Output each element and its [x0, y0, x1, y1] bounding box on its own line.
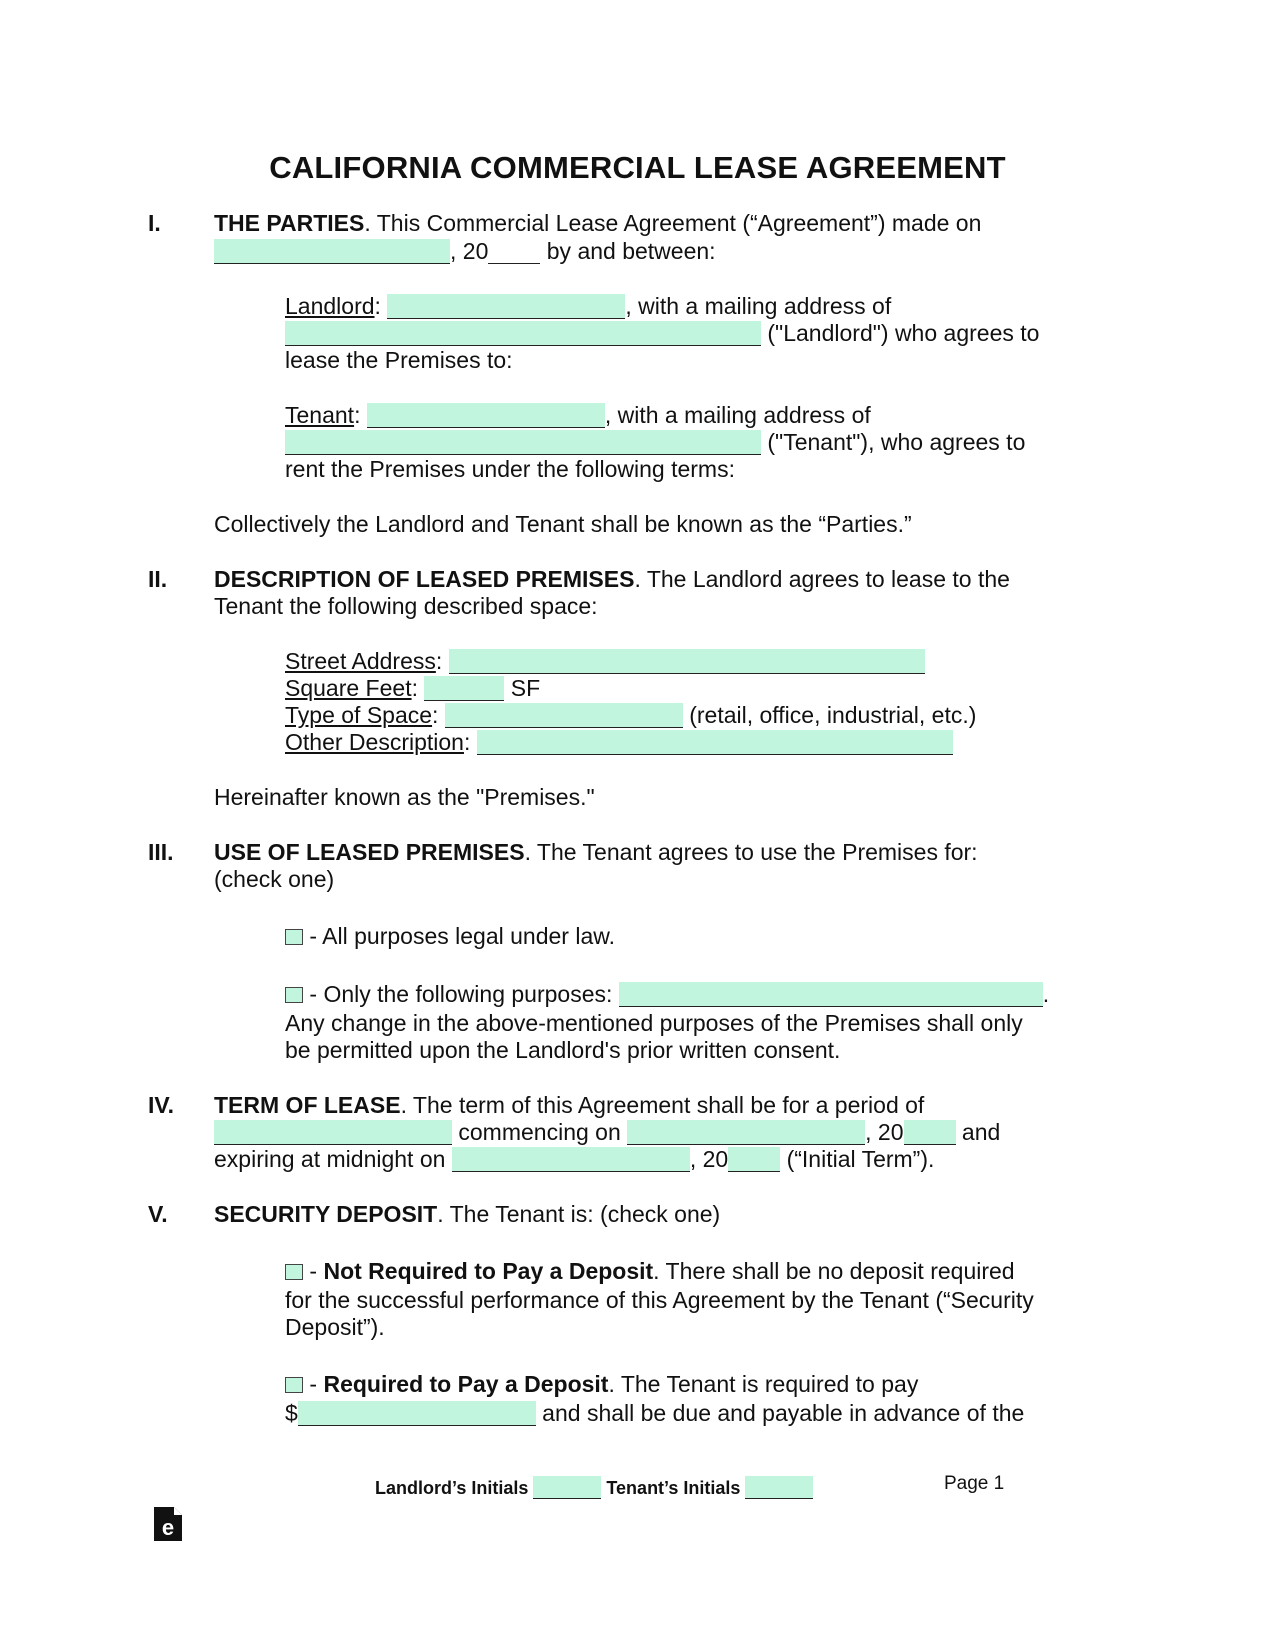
section-4-number: IV. [148, 1092, 175, 1118]
landlord-initials-field[interactable] [533, 1476, 601, 1499]
square-feet-row: Square Feet: SF [285, 675, 541, 701]
landlord-line-3: lease the Premises to: [285, 347, 513, 373]
use-change-line-2: be permitted upon the Landlord's prior written consent. [285, 1037, 841, 1063]
use-all-purposes-checkbox[interactable] [285, 929, 303, 945]
other-description-field[interactable] [477, 730, 953, 755]
section-1-line-1: THE PARTIES. This Commercial Lease Agreement (“Agreement”) made on [214, 210, 982, 236]
deposit-not-required-checkbox[interactable] [285, 1264, 303, 1280]
tenant-line-2: ("Tenant"), who agrees to [285, 428, 1025, 456]
use-only-purposes-checkbox[interactable] [285, 987, 303, 1003]
deposit-required-checkbox[interactable] [285, 1377, 303, 1393]
deposit-not-required-line-3: Deposit”). [285, 1314, 385, 1340]
section-4-line-1: TERM OF LEASE. The term of this Agreement shall be for a period of [214, 1092, 925, 1118]
premises-text: Hereinafter known as the "Premises." [214, 784, 595, 810]
agreement-year-field[interactable] [488, 239, 540, 264]
section-3-heading: USE OF LEASED PREMISES [214, 839, 525, 865]
section-3-number: III. [148, 839, 174, 865]
deposit-not-required-line-2: for the successful performance of this Agreement by the Tenant (“Security [285, 1287, 1034, 1313]
type-of-space-field[interactable] [445, 703, 683, 728]
parties-collective-text: Collectively the Landlord and Tenant shall be known as the “Parties.” [214, 511, 912, 537]
page-number: Page 1 [944, 1473, 1005, 1494]
only-purposes-field[interactable] [619, 982, 1043, 1007]
deposit-required-line-1: - Required to Pay a Deposit. The Tenant is required to pay [285, 1370, 918, 1398]
use-option-all: - All purposes legal under law. [285, 922, 615, 950]
use-option-only: - Only the following purposes: . [285, 980, 1049, 1008]
landlord-line-1: Landlord: , with a mailing address of [285, 293, 892, 319]
section-4-line-2: commencing on , 20 and [214, 1118, 1000, 1146]
document-title: CALIFORNIA COMMERCIAL LEASE AGREEMENT [269, 150, 1006, 185]
section-4-heading: TERM OF LEASE [214, 1092, 401, 1118]
section-5-number: V. [148, 1201, 168, 1227]
type-of-space-row: Type of Space: (retail, office, industrial, etc.) [285, 702, 977, 728]
commencing-year-field[interactable] [904, 1120, 956, 1145]
landlord-name-field[interactable] [387, 294, 625, 319]
section-2-line-2: Tenant the following described space: [214, 593, 598, 619]
deposit-not-required-line-1: - Not Required to Pay a Deposit. There shall be no deposit required [285, 1257, 1015, 1285]
tenant-label: Tenant [285, 402, 355, 428]
deposit-amount-field[interactable] [298, 1401, 536, 1426]
street-address-field[interactable] [449, 649, 925, 674]
tenant-name-field[interactable] [367, 403, 605, 428]
section-2-number: II. [148, 566, 168, 592]
tenant-line-3: rent the Premises under the following terms: [285, 456, 735, 482]
section-5-line-1: SECURITY DEPOSIT. The Tenant is: (check one) [214, 1201, 721, 1227]
section-2-line-1: DESCRIPTION OF LEASED PREMISES. The Landlord agrees to lease to the [214, 566, 1010, 592]
agreement-date-field[interactable] [214, 239, 450, 264]
initials-row: Landlord’s Initials Tenant’s Initials [375, 1476, 813, 1500]
use-change-line-1: Any change in the above-mentioned purposes of the Premises shall only [285, 1010, 1023, 1036]
expiring-date-field[interactable] [452, 1147, 690, 1172]
tenant-line-1: Tenant: , with a mailing address of [285, 402, 871, 428]
landlord-line-2: ("Landlord") who agrees to [285, 319, 1039, 347]
other-description-row: Other Description: [285, 728, 953, 756]
deposit-required-line-2: $ and shall be due and payable in advance of the [285, 1400, 1025, 1426]
section-1-line-2: , 20 by and between: [214, 237, 716, 265]
section-1-heading: THE PARTIES [214, 210, 365, 236]
svg-text:e: e [161, 1515, 175, 1540]
commencing-date-field[interactable] [627, 1120, 865, 1145]
section-3-line-1: USE OF LEASED PREMISES. The Tenant agrees to use the Premises for: [214, 839, 978, 865]
term-period-field[interactable] [214, 1120, 452, 1145]
expiring-year-field[interactable] [728, 1147, 780, 1172]
tenant-initials-field[interactable] [745, 1476, 813, 1499]
landlord-label: Landlord [285, 293, 375, 319]
tenant-address-field[interactable] [285, 430, 761, 455]
section-4-line-3: expiring at midnight on , 20 (“Initial Term”). [214, 1146, 935, 1172]
section-3-line-2: (check one) [214, 866, 335, 892]
section-1-number: I. [148, 210, 161, 236]
section-5-heading: SECURITY DEPOSIT [214, 1201, 438, 1227]
landlord-address-field[interactable] [285, 321, 761, 346]
street-address-row: Street Address: [285, 647, 925, 675]
document-logo-icon [154, 1507, 182, 1541]
square-feet-field[interactable] [424, 676, 504, 701]
section-2-heading: DESCRIPTION OF LEASED PREMISES [214, 566, 635, 592]
